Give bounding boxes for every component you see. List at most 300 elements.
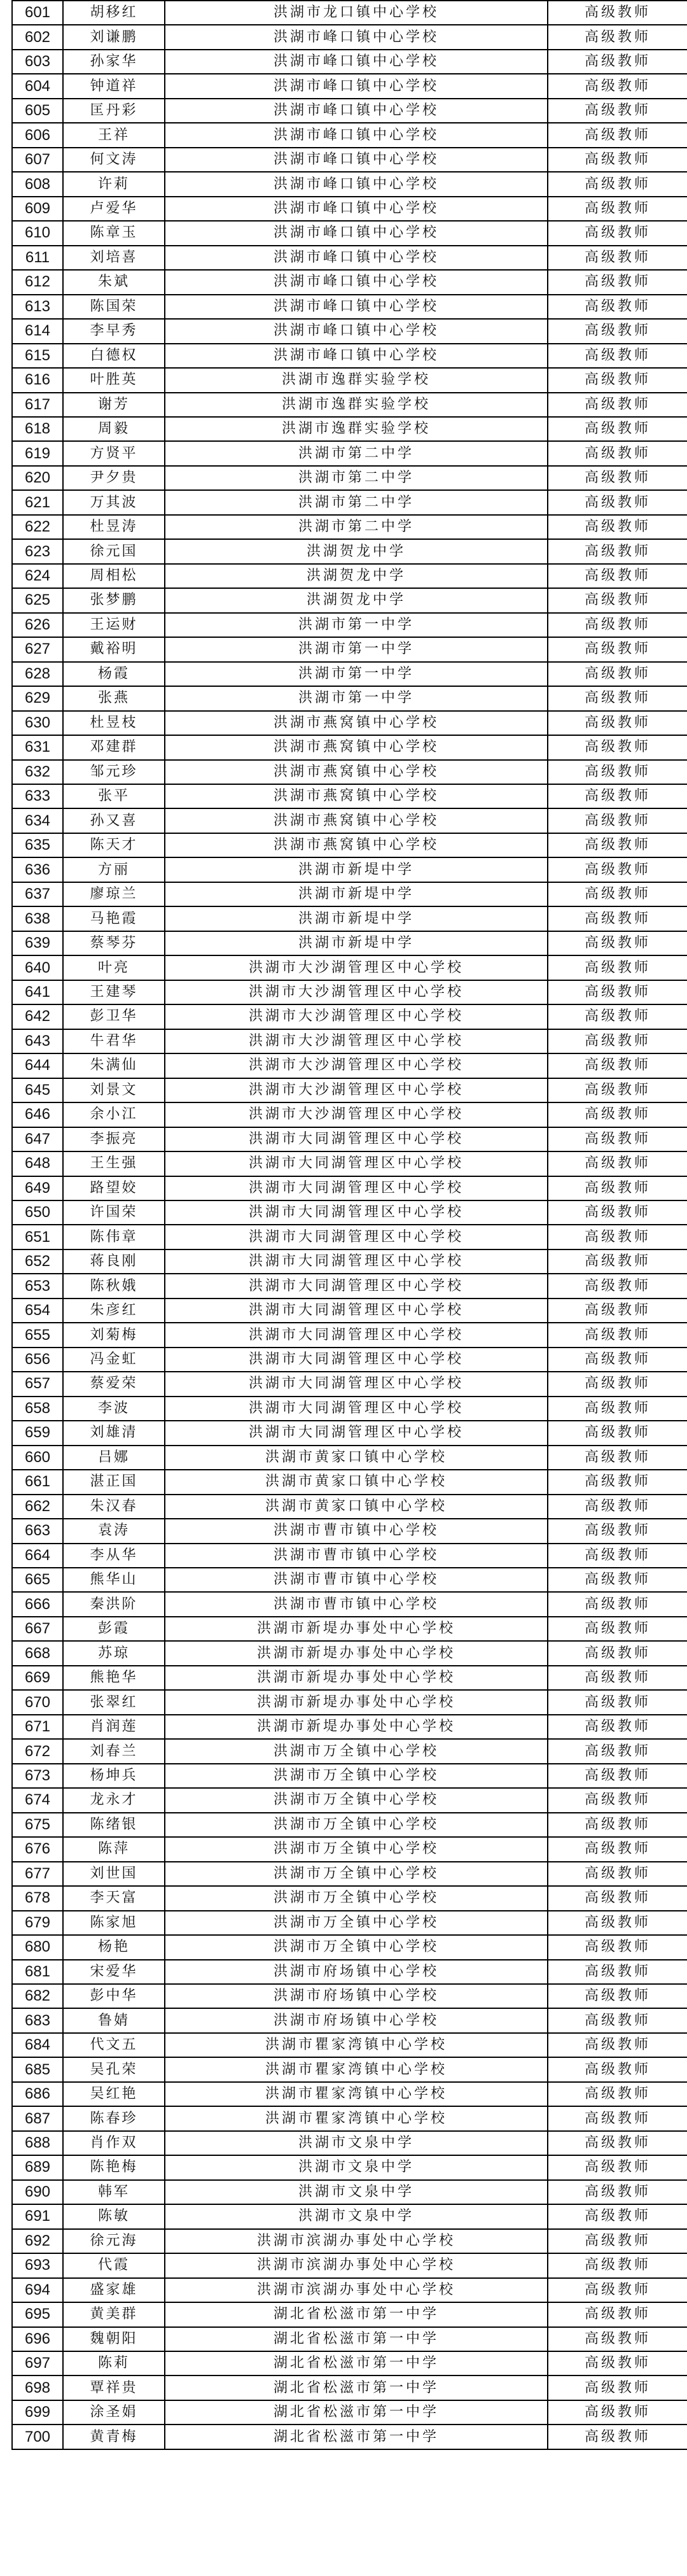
teacher-name-cell: 涂圣娟 <box>63 2400 165 2425</box>
teacher-name-cell: 匡丹彩 <box>63 99 165 123</box>
school-name-cell: 洪湖市逸群实验学校 <box>165 368 548 392</box>
serial-number-cell: 632 <box>12 760 63 784</box>
teacher-name-cell: 陈绪银 <box>63 1813 165 1837</box>
teacher-name-cell: 朱斌 <box>63 270 165 294</box>
table-row <box>12 833 687 857</box>
title-cell: 高级教师 <box>548 99 687 123</box>
school-name-cell: 洪湖市瞿家湾镇中心学校 <box>165 2106 548 2130</box>
teacher-name-cell: 万其波 <box>63 490 165 514</box>
table-row <box>12 1 687 25</box>
serial-number-cell: 699 <box>12 2400 63 2425</box>
teacher-name-cell: 黄青梅 <box>63 2425 165 2449</box>
table-row <box>12 295 687 319</box>
title-cell: 高级教师 <box>548 1739 687 1763</box>
serial-number-cell: 694 <box>12 2278 63 2302</box>
serial-number-cell: 687 <box>12 2106 63 2130</box>
school-name-cell: 洪湖市第一中学 <box>165 686 548 710</box>
table-row <box>12 711 687 735</box>
serial-number-cell: 679 <box>12 1911 63 1935</box>
teacher-name-cell: 许莉 <box>63 172 165 196</box>
serial-number-cell: 658 <box>12 1397 63 1421</box>
school-name-cell: 洪湖市燕窝镇中心学校 <box>165 760 548 784</box>
school-name-cell: 洪湖市新堤办事处中心学校 <box>165 1715 548 1739</box>
title-cell: 高级教师 <box>548 344 687 368</box>
serial-number-cell: 621 <box>12 490 63 514</box>
title-cell: 高级教师 <box>548 393 687 417</box>
table-row <box>12 564 687 588</box>
serial-number-cell: 618 <box>12 417 63 441</box>
teacher-name-cell: 李早秀 <box>63 319 165 343</box>
serial-number-cell: 681 <box>12 1960 63 1984</box>
title-cell: 高级教师 <box>548 172 687 196</box>
school-name-cell: 洪湖市黄家口镇中心学校 <box>165 1446 548 1470</box>
title-cell: 高级教师 <box>548 1004 687 1029</box>
title-cell: 高级教师 <box>548 1200 687 1225</box>
serial-number-cell: 668 <box>12 1641 63 1665</box>
serial-number-cell: 697 <box>12 2351 63 2375</box>
title-cell: 高级教师 <box>548 735 687 759</box>
serial-number-cell: 656 <box>12 1348 63 1372</box>
title-cell: 高级教师 <box>548 1690 687 1714</box>
table-row <box>12 1984 687 2008</box>
title-cell: 高级教师 <box>548 123 687 147</box>
table-row <box>12 1495 687 1519</box>
table-row <box>12 344 687 368</box>
school-name-cell: 洪湖市峰口镇中心学校 <box>165 295 548 319</box>
table-row <box>12 1960 687 1984</box>
school-name-cell: 洪湖市燕窝镇中心学校 <box>165 833 548 857</box>
table-row <box>12 637 687 661</box>
table-row <box>12 2400 687 2425</box>
table-row <box>12 270 687 294</box>
teacher-name-cell: 李从华 <box>63 1544 165 1568</box>
school-name-cell: 洪湖市峰口镇中心学校 <box>165 50 548 74</box>
school-name-cell: 洪湖市第二中学 <box>165 490 548 514</box>
serial-number-cell: 649 <box>12 1176 63 1200</box>
serial-number-cell: 644 <box>12 1053 63 1078</box>
school-name-cell: 湖北省松滋市第一中学 <box>165 2302 548 2326</box>
school-name-cell: 洪湖市大同湖管理区中心学校 <box>165 1127 548 1151</box>
serial-number-cell: 660 <box>12 1446 63 1470</box>
school-name-cell: 洪湖市曹市镇中心学校 <box>165 1544 548 1568</box>
school-name-cell: 洪湖市新堤中学 <box>165 906 548 931</box>
table-row <box>12 1249 687 1274</box>
title-cell: 高级教师 <box>548 1788 687 1812</box>
teacher-name-cell: 彭霞 <box>63 1617 165 1641</box>
school-name-cell: 洪湖市第一中学 <box>165 637 548 661</box>
school-name-cell: 洪湖市万全镇中心学校 <box>165 1911 548 1935</box>
teacher-name-cell: 杜昱枝 <box>63 711 165 735</box>
school-name-cell: 洪湖市瞿家湾镇中心学校 <box>165 2082 548 2106</box>
school-name-cell: 洪湖市瞿家湾镇中心学校 <box>165 2033 548 2057</box>
title-cell: 高级教师 <box>548 857 687 882</box>
teacher-name-cell: 张梦鹏 <box>63 588 165 612</box>
teacher-name-cell: 张翠红 <box>63 1690 165 1714</box>
title-cell: 高级教师 <box>548 466 687 490</box>
school-name-cell: 洪湖市文泉中学 <box>165 2204 548 2228</box>
table-row <box>12 588 687 612</box>
serial-number-cell: 634 <box>12 808 63 833</box>
school-name-cell: 洪湖市滨湖办事处中心学校 <box>165 2229 548 2253</box>
serial-number-cell: 653 <box>12 1274 63 1298</box>
roster-sheet <box>11 0 687 2450</box>
teacher-name-cell: 冯金虹 <box>63 1348 165 1372</box>
teacher-name-cell: 覃祥贵 <box>63 2375 165 2400</box>
serial-number-cell: 655 <box>12 1323 63 1347</box>
serial-number-cell: 626 <box>12 613 63 637</box>
teacher-name-cell: 徐元海 <box>63 2229 165 2253</box>
title-cell: 高级教师 <box>548 1617 687 1641</box>
serial-number-cell: 670 <box>12 1690 63 1714</box>
serial-number-cell: 646 <box>12 1102 63 1127</box>
teacher-name-cell: 蔡琴芬 <box>63 931 165 955</box>
teacher-name-cell: 方丽 <box>63 857 165 882</box>
school-name-cell: 洪湖市大同湖管理区中心学校 <box>165 1176 548 1200</box>
serial-number-cell: 685 <box>12 2057 63 2081</box>
serial-number-cell: 617 <box>12 393 63 417</box>
serial-number-cell: 665 <box>12 1568 63 1592</box>
table-row <box>12 1592 687 1616</box>
teacher-name-cell: 肖作双 <box>63 2131 165 2155</box>
teacher-name-cell: 刘春兰 <box>63 1739 165 1763</box>
title-cell: 高级教师 <box>548 441 687 465</box>
serial-number-cell: 688 <box>12 2131 63 2155</box>
teacher-name-cell: 杨霞 <box>63 662 165 686</box>
table-row <box>12 1323 687 1347</box>
serial-number-cell: 630 <box>12 711 63 735</box>
teacher-name-cell: 朱彦红 <box>63 1299 165 1323</box>
teacher-name-cell: 陈莉 <box>63 2351 165 2375</box>
school-name-cell: 洪湖市峰口镇中心学校 <box>165 25 548 49</box>
teacher-name-cell: 邹元珍 <box>63 760 165 784</box>
table-row <box>12 246 687 270</box>
title-cell: 高级教师 <box>548 515 687 539</box>
serial-number-cell: 673 <box>12 1764 63 1788</box>
table-row <box>12 74 687 98</box>
serial-number-cell: 641 <box>12 980 63 1004</box>
table-row <box>12 539 687 563</box>
title-cell: 高级教师 <box>548 1299 687 1323</box>
teacher-name-cell: 湛正国 <box>63 1470 165 1494</box>
teacher-name-cell: 代文五 <box>63 2033 165 2057</box>
title-cell: 高级教师 <box>548 833 687 857</box>
title-cell: 高级教师 <box>548 637 687 661</box>
school-name-cell: 洪湖市文泉中学 <box>165 2131 548 2155</box>
title-cell: 高级教师 <box>548 2351 687 2375</box>
teacher-name-cell: 陈敏 <box>63 2204 165 2228</box>
teacher-name-cell: 袁涛 <box>63 1519 165 1543</box>
teacher-name-cell: 李振亮 <box>63 1127 165 1151</box>
teacher-name-cell: 戴裕明 <box>63 637 165 661</box>
school-name-cell: 洪湖市峰口镇中心学校 <box>165 319 548 343</box>
serial-number-cell: 624 <box>12 564 63 588</box>
serial-number-cell: 672 <box>12 1739 63 1763</box>
table-row <box>12 2327 687 2351</box>
school-name-cell: 湖北省松滋市第一中学 <box>165 2327 548 2351</box>
table-row <box>12 1446 687 1470</box>
table-row <box>12 1299 687 1323</box>
serial-number-cell: 671 <box>12 1715 63 1739</box>
table-row <box>12 1666 687 1690</box>
title-cell: 高级教师 <box>548 1568 687 1592</box>
table-row <box>12 172 687 196</box>
teacher-name-cell: 周相松 <box>63 564 165 588</box>
teacher-name-cell: 陈春珍 <box>63 2106 165 2130</box>
teacher-name-cell: 邓建群 <box>63 735 165 759</box>
table-row <box>12 686 687 710</box>
serial-number-cell: 636 <box>12 857 63 882</box>
teacher-name-cell: 陈艳梅 <box>63 2155 165 2179</box>
title-cell: 高级教师 <box>548 221 687 245</box>
school-name-cell: 洪湖市龙口镇中心学校 <box>165 1 548 25</box>
title-cell: 高级教师 <box>548 1446 687 1470</box>
title-cell: 高级教师 <box>548 2375 687 2400</box>
title-cell: 高级教师 <box>548 1911 687 1935</box>
title-cell: 高级教师 <box>548 2400 687 2425</box>
table-row <box>12 613 687 637</box>
serial-number-cell: 690 <box>12 2180 63 2204</box>
title-cell: 高级教师 <box>548 613 687 637</box>
table-row <box>12 2278 687 2302</box>
serial-number-cell: 602 <box>12 25 63 49</box>
serial-number-cell: 633 <box>12 784 63 808</box>
serial-number-cell: 666 <box>12 1592 63 1616</box>
title-cell: 高级教师 <box>548 295 687 319</box>
table-row <box>12 2155 687 2179</box>
table-row <box>12 1348 687 1372</box>
serial-number-cell: 680 <box>12 1935 63 1959</box>
title-cell: 高级教师 <box>548 1421 687 1445</box>
teacher-name-cell: 陈天才 <box>63 833 165 857</box>
table-row <box>12 2375 687 2400</box>
school-name-cell: 洪湖市大同湖管理区中心学校 <box>165 1323 548 1347</box>
table-row <box>12 1544 687 1568</box>
serial-number-cell: 612 <box>12 270 63 294</box>
table-row <box>12 1715 687 1739</box>
table-row <box>12 2204 687 2228</box>
school-name-cell: 洪湖市第一中学 <box>165 662 548 686</box>
table-row <box>12 2106 687 2130</box>
title-cell: 高级教师 <box>548 1813 687 1837</box>
title-cell: 高级教师 <box>548 2057 687 2081</box>
serial-number-cell: 689 <box>12 2155 63 2179</box>
title-cell: 高级教师 <box>548 2155 687 2179</box>
table-row <box>12 1372 687 1396</box>
title-cell: 高级教师 <box>548 1348 687 1372</box>
title-cell: 高级教师 <box>548 906 687 931</box>
table-row <box>12 735 687 759</box>
serial-number-cell: 674 <box>12 1788 63 1812</box>
teacher-name-cell: 陈伟章 <box>63 1225 165 1249</box>
school-name-cell: 洪湖市曹市镇中心学校 <box>165 1592 548 1616</box>
table-row <box>12 931 687 955</box>
table-row <box>12 857 687 882</box>
title-cell: 高级教师 <box>548 1274 687 1298</box>
school-name-cell: 洪湖市峰口镇中心学校 <box>165 197 548 221</box>
table-row <box>12 1519 687 1543</box>
serial-number-cell: 610 <box>12 221 63 245</box>
serial-number-cell: 686 <box>12 2082 63 2106</box>
serial-number-cell: 607 <box>12 148 63 172</box>
title-cell: 高级教师 <box>548 2106 687 2130</box>
school-name-cell: 湖北省松滋市第一中学 <box>165 2400 548 2425</box>
table-row <box>12 906 687 931</box>
serial-number-cell: 698 <box>12 2375 63 2400</box>
title-cell: 高级教师 <box>548 1249 687 1274</box>
title-cell: 高级教师 <box>548 882 687 906</box>
title-cell: 高级教师 <box>548 784 687 808</box>
table-row <box>12 221 687 245</box>
serial-number-cell: 637 <box>12 882 63 906</box>
school-name-cell: 洪湖市曹市镇中心学校 <box>165 1568 548 1592</box>
teacher-name-cell: 刘世国 <box>63 1862 165 1886</box>
table-row <box>12 2033 687 2057</box>
serial-number-cell: 603 <box>12 50 63 74</box>
school-name-cell: 洪湖市第二中学 <box>165 515 548 539</box>
title-cell: 高级教师 <box>548 2229 687 2253</box>
teacher-name-cell: 李天富 <box>63 1886 165 1910</box>
table-row <box>12 1029 687 1053</box>
school-name-cell: 洪湖市大同湖管理区中心学校 <box>165 1274 548 1298</box>
serial-number-cell: 608 <box>12 172 63 196</box>
teacher-name-cell: 卢爱华 <box>63 197 165 221</box>
table-row <box>12 1862 687 1886</box>
serial-number-cell: 625 <box>12 588 63 612</box>
title-cell: 高级教师 <box>548 417 687 441</box>
title-cell: 高级教师 <box>548 662 687 686</box>
teacher-name-cell: 蔡爱荣 <box>63 1372 165 1396</box>
roster-table <box>11 0 687 2450</box>
serial-number-cell: 638 <box>12 906 63 931</box>
table-row <box>12 1421 687 1445</box>
school-name-cell: 洪湖市峰口镇中心学校 <box>165 172 548 196</box>
title-cell: 高级教师 <box>548 1397 687 1421</box>
title-cell: 高级教师 <box>548 1102 687 1127</box>
teacher-name-cell: 王生强 <box>63 1151 165 1176</box>
table-row <box>12 368 687 392</box>
school-name-cell: 洪湖市燕窝镇中心学校 <box>165 735 548 759</box>
school-name-cell: 洪湖市万全镇中心学校 <box>165 1862 548 1886</box>
school-name-cell: 洪湖市黄家口镇中心学校 <box>165 1470 548 1494</box>
serial-number-cell: 652 <box>12 1249 63 1274</box>
table-row <box>12 1739 687 1763</box>
teacher-name-cell: 牛君华 <box>63 1029 165 1053</box>
serial-number-cell: 654 <box>12 1299 63 1323</box>
teacher-name-cell: 陈秋娥 <box>63 1274 165 1298</box>
serial-number-cell: 700 <box>12 2425 63 2449</box>
serial-number-cell: 650 <box>12 1200 63 1225</box>
serial-number-cell: 684 <box>12 2033 63 2057</box>
teacher-name-cell: 吴孔荣 <box>63 2057 165 2081</box>
teacher-name-cell: 刘培喜 <box>63 246 165 270</box>
serial-number-cell: 676 <box>12 1837 63 1861</box>
table-row <box>12 148 687 172</box>
teacher-name-cell: 杨艳 <box>63 1935 165 1959</box>
table-row <box>12 1690 687 1714</box>
school-name-cell: 洪湖市峰口镇中心学校 <box>165 246 548 270</box>
table-row <box>12 50 687 74</box>
serial-number-cell: 623 <box>12 539 63 563</box>
school-name-cell: 洪湖市万全镇中心学校 <box>165 1813 548 1837</box>
title-cell: 高级教师 <box>548 2253 687 2277</box>
table-row <box>12 1200 687 1225</box>
table-row <box>12 1568 687 1592</box>
school-name-cell: 湖北省松滋市第一中学 <box>165 2375 548 2400</box>
teacher-name-cell: 胡移红 <box>63 1 165 25</box>
school-name-cell: 洪湖市新堤办事处中心学校 <box>165 1641 548 1665</box>
teacher-name-cell: 路望姣 <box>63 1176 165 1200</box>
school-name-cell: 洪湖市第二中学 <box>165 466 548 490</box>
title-cell: 高级教师 <box>548 1935 687 1959</box>
teacher-name-cell: 王建琴 <box>63 980 165 1004</box>
school-name-cell: 洪湖市府场镇中心学校 <box>165 1984 548 2008</box>
table-row <box>12 1102 687 1127</box>
teacher-name-cell: 秦洪阶 <box>63 1592 165 1616</box>
teacher-name-cell: 廖琼兰 <box>63 882 165 906</box>
serial-number-cell: 692 <box>12 2229 63 2253</box>
table-row <box>12 1617 687 1641</box>
school-name-cell: 洪湖市滨湖办事处中心学校 <box>165 2253 548 2277</box>
school-name-cell: 洪湖市曹市镇中心学校 <box>165 1519 548 1543</box>
title-cell: 高级教师 <box>548 1323 687 1347</box>
table-row <box>12 1176 687 1200</box>
school-name-cell: 洪湖市峰口镇中心学校 <box>165 344 548 368</box>
school-name-cell: 洪湖市峰口镇中心学校 <box>165 221 548 245</box>
school-name-cell: 洪湖市燕窝镇中心学校 <box>165 784 548 808</box>
table-row <box>12 2082 687 2106</box>
title-cell: 高级教师 <box>548 1495 687 1519</box>
title-cell: 高级教师 <box>548 711 687 735</box>
serial-number-cell: 629 <box>12 686 63 710</box>
table-row <box>12 393 687 417</box>
school-name-cell: 洪湖市滨湖办事处中心学校 <box>165 2278 548 2302</box>
roster-table-body <box>12 1 687 2449</box>
table-row <box>12 466 687 490</box>
school-name-cell: 洪湖市万全镇中心学校 <box>165 1935 548 1959</box>
school-name-cell: 洪湖市大沙湖管理区中心学校 <box>165 955 548 980</box>
teacher-name-cell: 鲁婧 <box>63 2008 165 2032</box>
table-row <box>12 1078 687 1102</box>
title-cell: 高级教师 <box>548 1862 687 1886</box>
table-row <box>12 2008 687 2032</box>
title-cell: 高级教师 <box>548 1715 687 1739</box>
teacher-name-cell: 朱满仙 <box>63 1053 165 1078</box>
serial-number-cell: 659 <box>12 1421 63 1445</box>
school-name-cell: 洪湖市新堤办事处中心学校 <box>165 1690 548 1714</box>
serial-number-cell: 640 <box>12 955 63 980</box>
serial-number-cell: 609 <box>12 197 63 221</box>
serial-number-cell: 616 <box>12 368 63 392</box>
serial-number-cell: 664 <box>12 1544 63 1568</box>
school-name-cell: 洪湖市逸群实验学校 <box>165 393 548 417</box>
title-cell: 高级教师 <box>548 2033 687 2057</box>
school-name-cell: 洪湖市大同湖管理区中心学校 <box>165 1397 548 1421</box>
title-cell: 高级教师 <box>548 1053 687 1078</box>
table-row <box>12 1641 687 1665</box>
title-cell: 高级教师 <box>548 760 687 784</box>
school-name-cell: 洪湖市万全镇中心学校 <box>165 1764 548 1788</box>
school-name-cell: 洪湖市峰口镇中心学校 <box>165 74 548 98</box>
school-name-cell: 洪湖贺龙中学 <box>165 588 548 612</box>
school-name-cell: 洪湖市府场镇中心学校 <box>165 1960 548 1984</box>
title-cell: 高级教师 <box>548 1960 687 1984</box>
serial-number-cell: 631 <box>12 735 63 759</box>
title-cell: 高级教师 <box>548 270 687 294</box>
title-cell: 高级教师 <box>548 980 687 1004</box>
table-row <box>12 417 687 441</box>
school-name-cell: 洪湖市大同湖管理区中心学校 <box>165 1200 548 1225</box>
serial-number-cell: 661 <box>12 1470 63 1494</box>
